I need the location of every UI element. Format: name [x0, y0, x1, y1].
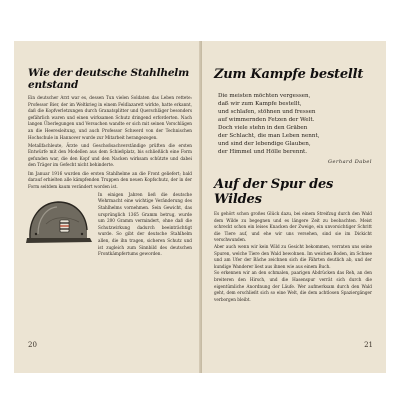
right-article-body — [214, 211, 372, 303]
poem-line: auf wimmernden Fetzen der Welt. — [218, 117, 315, 123]
right-paragraph-2: Aber auch wenn wir kein Wild zu Gesicht bekommen, verraten uns seine Spuren, welche Tiere den Wald bewohnen. Im weichen Boden, im Schnee und am Ufer der Bäche zeichnen sich die Fährten deutlich ab, und der kundige Wanderer liest aus ihnen wie aus einem Buch. — [214, 243, 372, 269]
left-paragraph-1: Ein deutscher Arzt war es, dessen Tun vielen Soldaten das Leben rettete: Professor Bier, der im Weltkrieg in einem Feldlazarett wirkte, hatte erkannt, daß die Kopfverletzungen durch Granatsplitter und Querschläger besonders gefährlich waren und einen wirksamen Schutz dringend erforderten. Nach langen Überlegungen und Versuchen wandte er sich mit seinen Vorschlägen an die Heeresleitung, und auch Professor Schwerd von der Technischen Hochschule in Hannover wurde zur Mitarbeit herangezogen. — [28, 95, 192, 140]
poem-line: der Himmel und Hölle berennt. — [218, 149, 308, 155]
page-number-left: 20 — [28, 341, 37, 349]
poem-author: Gerhard Dabel — [328, 159, 372, 165]
right-paragraph-1: Es gehört schon großes Glück dazu, bei einem Streifzug durch den Wald dem Wilde zu begegnen und es längere Zeit zu beobachten. Meist schreckt schon ein leises Knacken der Zweige, ein unvorsichtiger Schritt die Tiere auf, und ehe wir uns versehen, sind sie im Dickicht verschwunden. — [214, 211, 372, 243]
left-paragraph-3: Im Januar 1916 wurden die ersten Stahlhelme an die Front geliefert; bald darauf erhielten alle kämpfenden Truppen den neuen Kopfschutz, der in der Form seitdem kaum verändert worden ist. — [28, 170, 192, 189]
poem-line: daß wir zum Kampfe bestellt, — [218, 101, 302, 107]
right-paragraph-3: So erkennen wir an den schmalen, paarigen Abdrücken das Reh, an den breiteren den Hirsch, und die Hasenspur verrät sich durch die eigentümliche Anordnung der Läufe. Wer aufmerksam durch den Wald geht, dem erschließt sich so eine Welt, die dem achtlosen Spaziergänger verborgen bleibt. — [214, 270, 372, 302]
poem-line: und sind der lebendige Glauben, — [218, 141, 311, 147]
poem-line: und schlafen, stöhnen und fressen — [218, 109, 316, 115]
poem-line: Die meisten möchten vergessen, — [218, 93, 311, 99]
helmet-wrap-block — [28, 192, 192, 258]
right-page — [202, 41, 386, 373]
page-number-right: 21 — [364, 341, 373, 349]
article-title-stahlhelm: Wie der deutsche Stahlhelm entstand — [28, 67, 189, 91]
poem-line: Doch viele stehn in den Gräben — [218, 125, 308, 131]
poem-line: der Schlacht, die man Leben nennt, — [218, 133, 320, 139]
poem-body — [218, 92, 372, 156]
left-paragraph-4: In einigen Jahren ließ die deutsche Wehrmacht eine wichtige Veränderung des Stahlhelms vornehmen. Sein Gewicht, das ursprünglich 1365 Gramm betrug, wurde um 200 Gramm vermindert, ohne daß die Schutzwirkung dadurch beeinträchtigt wurde. So gibt der deutsche Stahlhelm allen, die ihn tragen, sicheren Schutz und ist zugleich zum Sinnbild des deutschen Frontkämpfertums geworden. — [98, 191, 192, 257]
poem-title: Zum Kampfe bestellt — [214, 67, 364, 82]
left-paragraph-2: Metallfachleute, Ärzte und Geschoßsachverständige prüften die ersten Entwürfe mit den Modellen aus dem Schießplatz, bis schließlich eine Form gefunden war, die den Kopf und den Nacken wirksam schützte und dabei den Träger im Gefecht nicht behinderte. — [28, 142, 192, 168]
steel-helmet-icon — [24, 194, 94, 252]
helmet-illustration — [24, 194, 94, 252]
left-page — [14, 41, 201, 373]
article-title-wild: Auf der Spur des Wildes — [214, 177, 334, 207]
left-article-body — [28, 95, 192, 258]
